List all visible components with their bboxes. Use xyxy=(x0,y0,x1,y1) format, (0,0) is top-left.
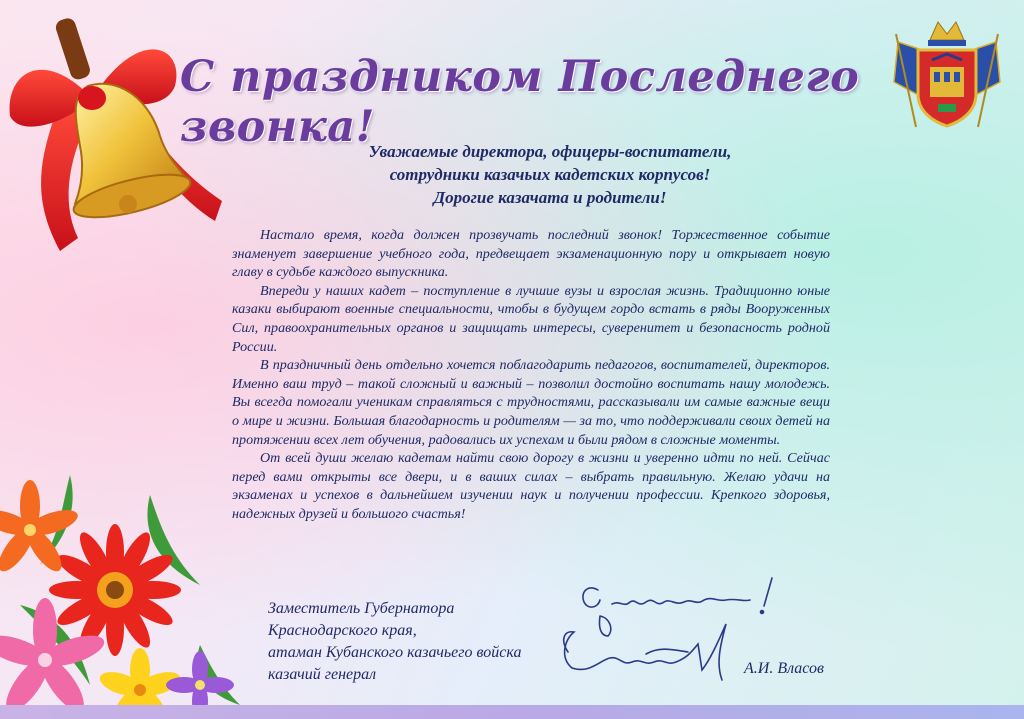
position-line: казачий генерал xyxy=(268,666,377,683)
address-line: сотрудники казачьих кадетских корпусов! xyxy=(389,165,711,184)
signatory-name: А.И. Власов xyxy=(744,660,824,677)
address-line: Дорогие казачата и родители! xyxy=(433,188,667,207)
paragraph: Настало время, когда должен прозвучать последний звонок! Торжественное событие знаменует завершение учебного года, предвещает экзаменационную пору и открывает новую главу в судьбе каждого выпускника. xyxy=(232,227,830,281)
greeting-address xyxy=(300,140,800,209)
coat-of-arms-emblem xyxy=(888,12,1006,134)
position-line: Заместитель Губернатора xyxy=(268,600,455,617)
paragraph: От всей души желаю кадетам найти свою дорогу в жизни и уверенно идти по ней. Сейчас перед вами открыты все двери, и в ваших силах – выбрать правильную. Желаю удачи на экзаменах и успехов в дальнейшем изучении наук и получении профессии. Крепкого здоровья, надежных друзей и большого счастья! xyxy=(232,450,830,522)
flowers-decoration xyxy=(0,455,250,719)
position-line: атаман Кубанского казачьего войска xyxy=(268,644,522,661)
signatory-position xyxy=(268,598,588,686)
page-title: С праздником Последнего звонка! xyxy=(180,52,860,152)
letter-body xyxy=(232,226,830,524)
bottom-border xyxy=(0,705,1024,719)
paragraph: В праздничный день отдельно хочется поблагодарить педагогов, воспитателей, директоров. Именно ваш труд – такой сложный и важный – позволил достойно воспитать нашу молодежь. Вы всегда помогали ученикам справляться с трудностями, рассказывали им самые важные вещи о мире и жизни. Большая благодарность и родителям — за то, что поддерживали своих детей на протяжении всех лет обучения, радовались их успехам и были рядом в сложные моменты. xyxy=(232,357,830,448)
position-line: Краснодарского края, xyxy=(268,622,417,639)
address-line: Уважаемые директора, офицеры-воспитатели, xyxy=(368,142,732,161)
paragraph: Впереди у наших кадет – поступление в лучшие вузы и взрослая жизнь. Традиционно юные казаки выбирают военные специальности, чтобы в будущем гордо встать в ряды Вооруженных Сил, правоохранительных органов и защищать интересы, суверенитет и безопасность родной России. xyxy=(232,282,830,355)
